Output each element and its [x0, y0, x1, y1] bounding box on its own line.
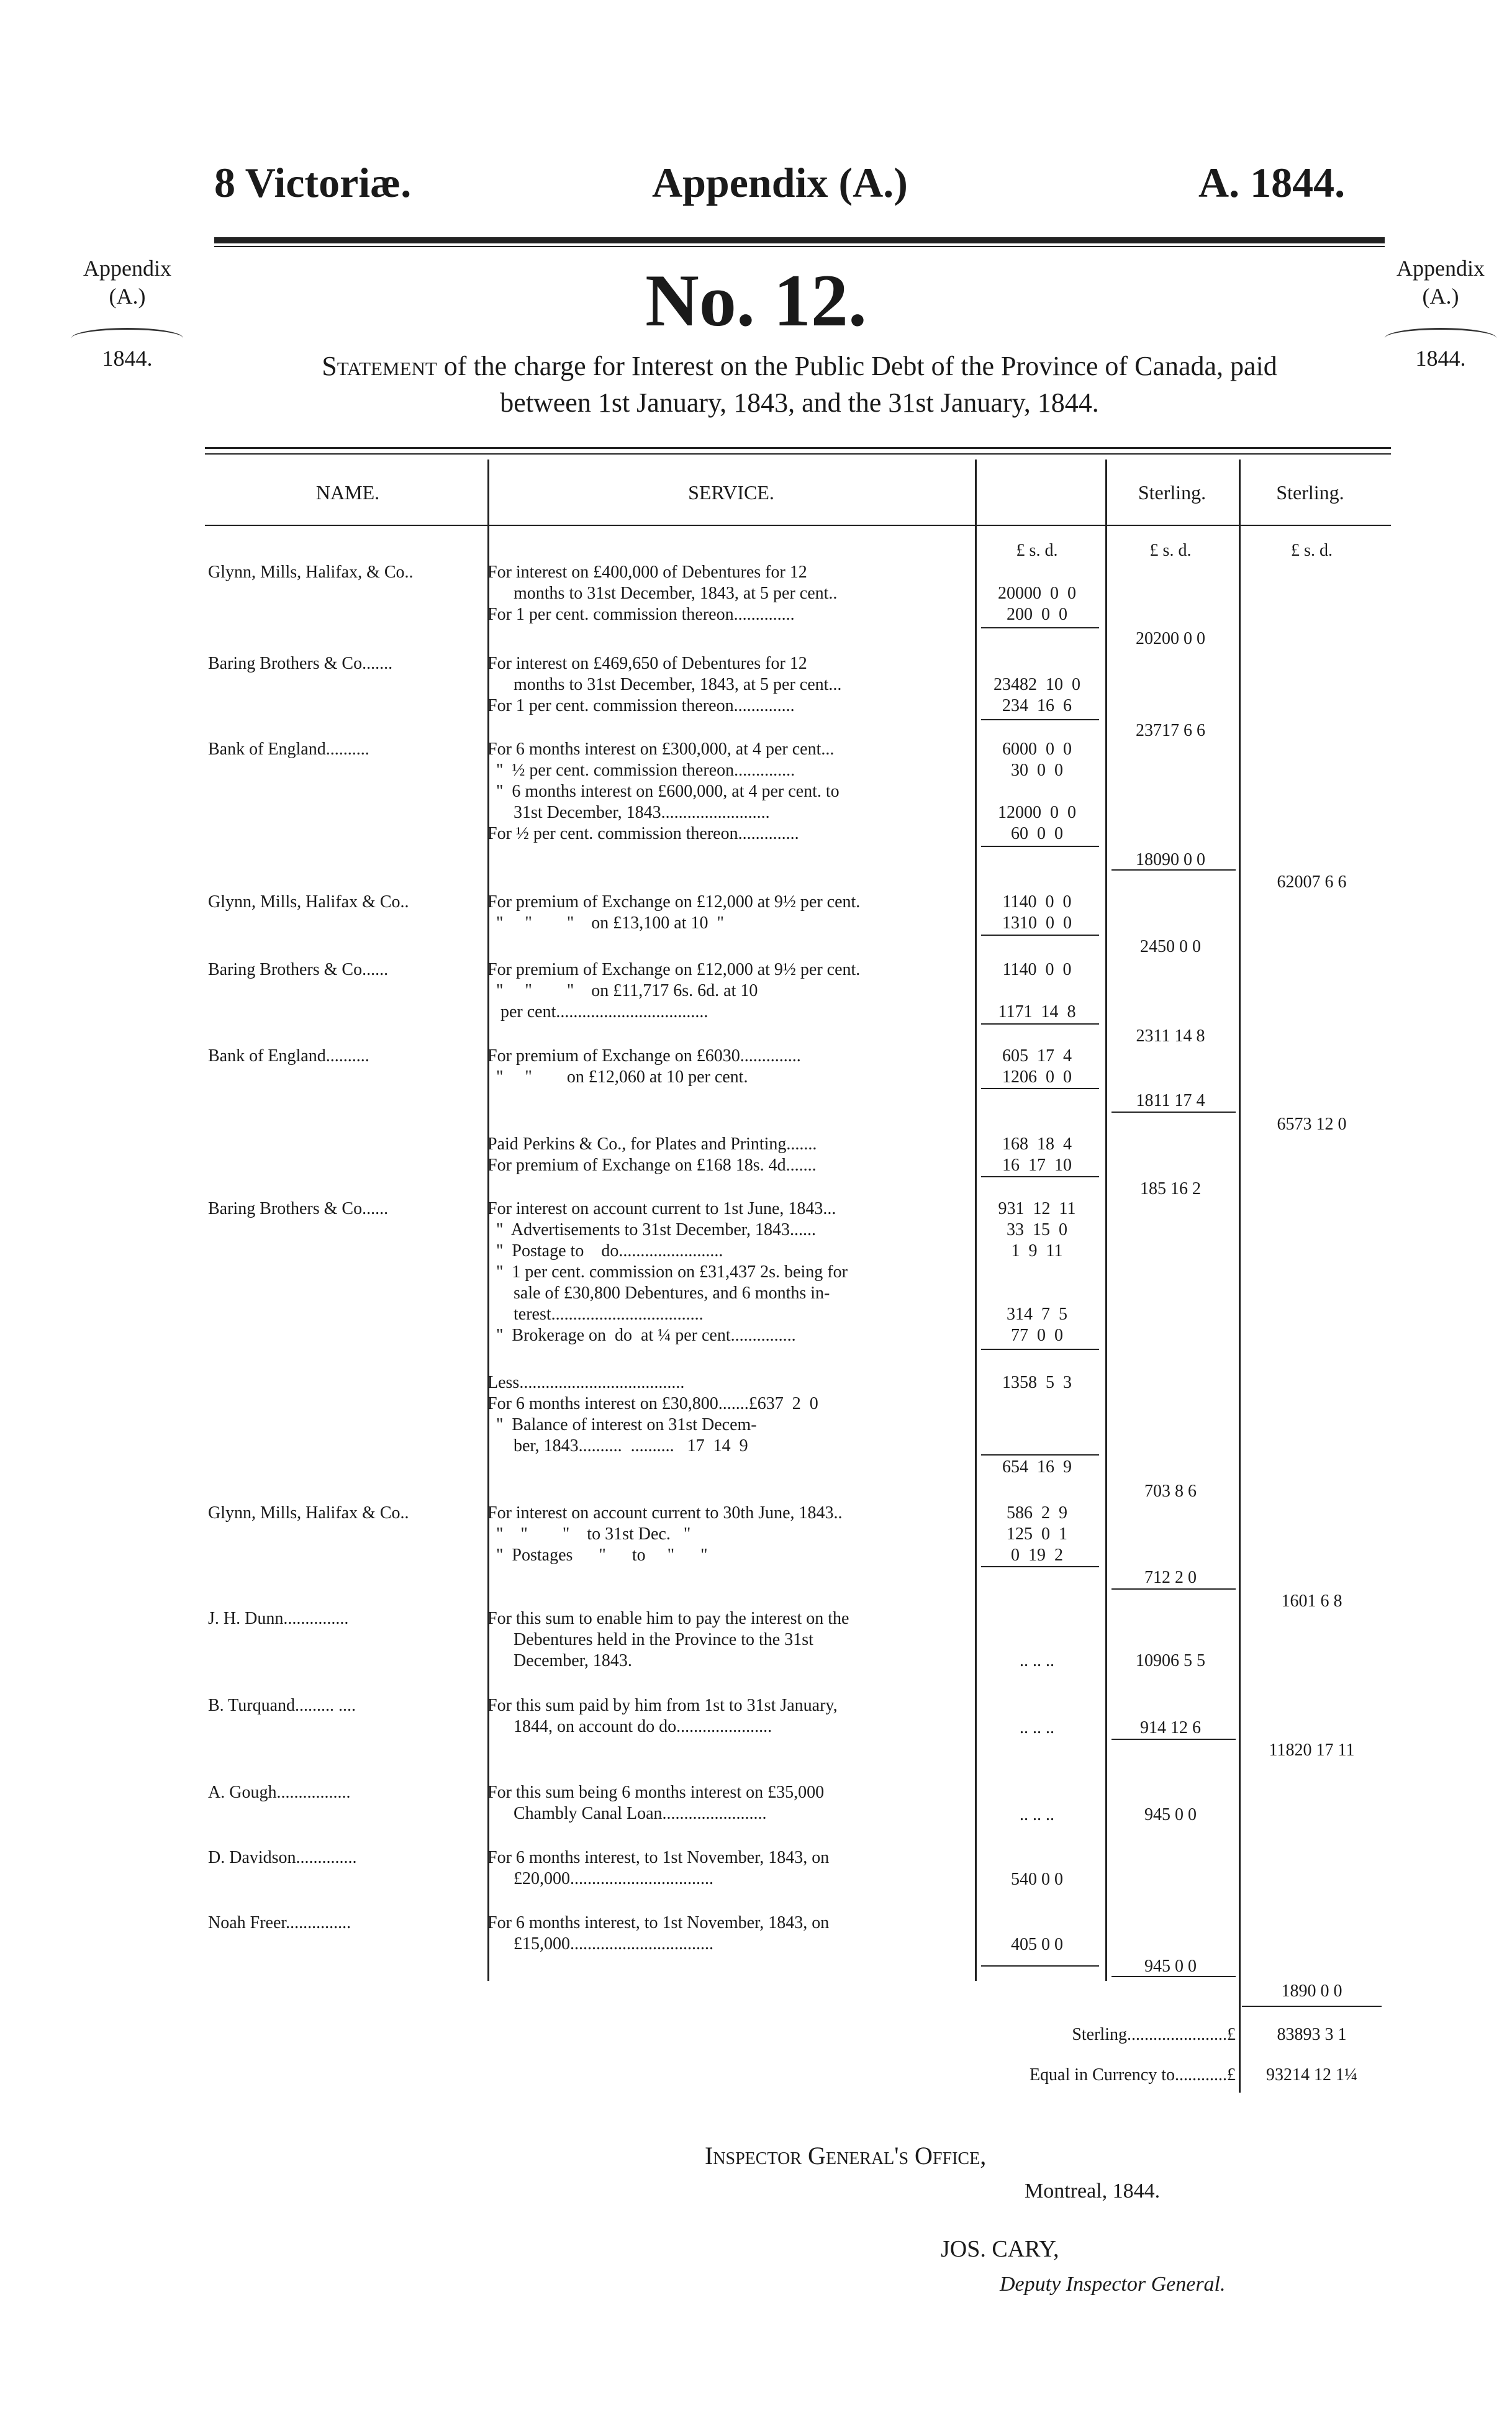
- row-service: For this sum being 6 months interest on £35,000 Chambly Canal Loan........................: [487, 1783, 825, 1823]
- total-sterling-value: 83893 3 1: [1277, 2025, 1347, 2044]
- row-service: For premium of Exchange on £6030.............. " " on £12,060 at 10 per cent.: [487, 1046, 801, 1087]
- margin-right-year: 1844.: [1415, 346, 1466, 371]
- row-name: Glynn, Mills, Halifax & Co..: [208, 1503, 409, 1523]
- statement-lead: Statement: [322, 351, 437, 381]
- row-c1: 6000 0 0 30 0 0 12000 0 0 60 0 0: [998, 740, 1076, 843]
- row-name: Bank of England..........: [208, 1046, 369, 1066]
- units-c3: £ s. d.: [1291, 541, 1333, 560]
- row-c1: 1358 5 3 654 16 9: [1002, 1373, 1072, 1477]
- row-c2: 23717 6 6: [1136, 721, 1205, 740]
- statement-line1: of the charge for Interest on the Public Debt of the Province of Canada, paid: [443, 351, 1277, 381]
- row-c3: 11820 17 11: [1269, 1741, 1355, 1760]
- row-c1: 605 17 4 1206 0 0: [1002, 1046, 1072, 1087]
- row-c1: 405 0 0: [1011, 1935, 1063, 1954]
- subtotal-rule: [981, 846, 1099, 847]
- row-name: Baring Brothers & Co.......: [208, 654, 393, 673]
- row-name: Bank of England..........: [208, 740, 369, 759]
- row-service: For premium of Exchange on £12,000 at 9½ per cent. " " " on £11,717 6s. 6d. at 10 per cent...................................: [487, 960, 861, 1021]
- office-line: Inspector General's Office,: [705, 2142, 987, 2170]
- header-service: SERVICE.: [688, 481, 774, 504]
- row-c3: 1890 0 0: [1281, 1981, 1342, 2001]
- row-service: For interest on £469,650 of Debentures for 12 months to 31st December, 1843, at 5 per cent... For 1 per cent. commission thereon..............: [487, 654, 842, 715]
- signatory-name: JOS. CARY,: [941, 2236, 1059, 2262]
- header-rule: [214, 237, 1385, 243]
- margin-left-line2: (A.): [109, 284, 146, 309]
- row-service: For interest on account current to 1st June, 1843... " Advertisements to 31st December, 1843...... " Postage to do........................ " 1 per cent. commission on £31,437 2s. being for sale of £30,800 Debentures, and 6 months in- terest................................... " Brokerage on do at ¼ per cent...............: [487, 1199, 848, 1345]
- row-c3: 1601 6 8: [1281, 1592, 1342, 1611]
- row-name: D. Davidson..............: [208, 1848, 357, 1867]
- row-service: For 6 months interest, to 1st November, 1843, on £15,000.................................: [487, 1913, 830, 1954]
- subtotal-rule: [981, 719, 1099, 720]
- subtotal-rule: [981, 1176, 1099, 1177]
- subtotal-rule: [981, 1566, 1099, 1567]
- subtotal-rule: [1111, 869, 1236, 871]
- row-c1: .. .. ..: [1020, 1718, 1054, 1737]
- row-service: Paid Perkins & Co., for Plates and Printing....... For premium of Exchange on £168 18s. 4d.......: [487, 1134, 817, 1175]
- col-divider-c1: [1105, 460, 1107, 1981]
- row-c2: 2450 0 0: [1140, 937, 1201, 956]
- row-service: Less...................................... For 6 months interest on £30,800.......£637 2 0 " Balance of interest on 31st Decem- ber, 1843.......... .......... 17 14 9: [487, 1373, 818, 1456]
- col-divider-c2: [1239, 460, 1241, 2093]
- units-c2: £ s. d.: [1149, 541, 1192, 560]
- row-service: For this sum to enable him to pay the interest on the Debentures held in the Province to the 31st December, 1843.: [487, 1609, 849, 1670]
- running-head-center: Appendix (A.): [652, 159, 908, 206]
- row-name: Noah Freer...............: [208, 1913, 351, 1932]
- row-c1: 586 2 9 125 0 1 0 19 2: [1007, 1503, 1067, 1565]
- row-name: B. Turquand......... ....: [208, 1696, 356, 1715]
- row-name: A. Gough.................: [208, 1783, 351, 1802]
- row-name: Baring Brothers & Co......: [208, 960, 389, 979]
- margin-right-line2: (A.): [1422, 284, 1459, 309]
- row-c2: 945 0 0: [1144, 1957, 1197, 1976]
- running-head-right: A. 1844.: [1198, 159, 1346, 206]
- row-name: Baring Brothers & Co......: [208, 1199, 389, 1218]
- signatory-title: Deputy Inspector General.: [1000, 2273, 1226, 2296]
- total-currency-value: 93214 12 1¼: [1266, 2065, 1357, 2085]
- table-header-rule: [205, 525, 1391, 526]
- subtotal-rule: [1111, 1112, 1236, 1113]
- header-name: NAME.: [315, 481, 380, 504]
- statement-line2: between 1st January, 1843, and the 31st January, 1844.: [500, 387, 1099, 419]
- margin-left-line1: Appendix: [83, 256, 171, 281]
- row-c2: 712 2 0: [1144, 1568, 1197, 1587]
- row-c1: 1140 0 0 1310 0 0: [1002, 892, 1072, 933]
- subtotal-rule: [1111, 1588, 1236, 1590]
- row-c1: .. .. ..: [1020, 1651, 1054, 1670]
- table-top-rule: [205, 447, 1391, 449]
- row-name: Glynn, Mills, Halifax & Co..: [208, 892, 409, 912]
- table-top-rule-thin: [205, 453, 1391, 455]
- running-head-left: 8 Victoriæ.: [214, 159, 412, 206]
- row-c1: 168 18 4 16 17 10: [1002, 1134, 1072, 1175]
- total-sterling-label: Sterling.......................£: [1072, 2025, 1236, 2044]
- row-c3: 62007 6 6: [1277, 872, 1347, 892]
- total-rule: [1242, 2006, 1382, 2007]
- margin-left-year: 1844.: [102, 346, 153, 371]
- row-service: For interest on £400,000 of Debentures for 12 months to 31st December, 1843, at 5 per cent.. For 1 per cent. commission thereon..............: [487, 563, 838, 624]
- row-c2: 10906 5 5: [1136, 1651, 1205, 1670]
- row-c1: .. .. ..: [1020, 1805, 1054, 1824]
- header-rule-thin: [214, 246, 1385, 247]
- row-c1: 931 12 11 33 15 0 1 9 11 314 7 5 77 0 0: [998, 1199, 1076, 1345]
- row-service: For interest on account current to 30th June, 1843.. " " " to 31st Dec. " " Postages " to " ": [487, 1503, 843, 1565]
- row-c1: 540 0 0: [1011, 1870, 1063, 1889]
- row-c1: 23482 10 0 234 16 6: [994, 675, 1080, 715]
- units-c1: £ s. d.: [1016, 541, 1058, 560]
- row-service: For premium of Exchange on £12,000 at 9½ per cent. " " " on £13,100 at 10 ": [487, 892, 861, 933]
- subtotal-rule: [981, 1023, 1099, 1025]
- margin-right-line1: Appendix: [1397, 256, 1485, 281]
- subtotal-rule: [981, 1088, 1099, 1089]
- subtotal-rule: [981, 1454, 1099, 1456]
- subtotal-rule: [981, 935, 1099, 936]
- row-c2: 18090 0 0: [1136, 850, 1205, 869]
- row-service: For 6 months interest, to 1st November, 1843, on £20,000.................................: [487, 1848, 830, 1888]
- row-c2: 1811 17 4: [1136, 1091, 1205, 1110]
- subtotal-rule: [1111, 1739, 1236, 1740]
- statement-title: [214, 348, 1385, 422]
- document-number: No. 12.: [645, 259, 867, 342]
- row-c3: 6573 12 0: [1277, 1115, 1347, 1134]
- subtotal-rule: [981, 1965, 1099, 1967]
- header-sterling-2: Sterling.: [1138, 481, 1206, 504]
- row-name: Glynn, Mills, Halifax, & Co..: [208, 563, 414, 582]
- header-sterling-3: Sterling.: [1276, 481, 1344, 504]
- row-c2: 2311 14 8: [1136, 1026, 1205, 1046]
- row-c2: 914 12 6: [1140, 1718, 1201, 1737]
- row-c2: 703 8 6: [1144, 1482, 1197, 1501]
- row-c2: 945 0 0: [1144, 1805, 1197, 1824]
- row-service: For 6 months interest on £300,000, at 4 per cent... " ½ per cent. commission thereon.............. " 6 months interest on £600,000, at 4 per cent. to 31st December, 1843......................... For ½ per cent. commission thereon..............: [487, 740, 840, 843]
- row-service: For this sum paid by him from 1st to 31st January, 1844, on account do do......................: [487, 1696, 838, 1736]
- subtotal-rule: [981, 1349, 1099, 1350]
- total-currency-label: Equal in Currency to............£: [1029, 2065, 1236, 2085]
- row-c2: 20200 0 0: [1136, 629, 1205, 648]
- subtotal-rule: [981, 627, 1099, 628]
- subtotal-rule: [1111, 1976, 1236, 1977]
- row-name: J. H. Dunn...............: [208, 1609, 349, 1628]
- row-c1: 20000 0 0 200 0 0: [998, 584, 1076, 624]
- row-c1: 1140 0 0 1171 14 8: [998, 960, 1076, 1021]
- row-c2: 185 16 2: [1140, 1179, 1201, 1198]
- place-date: Montreal, 1844.: [1025, 2180, 1161, 2203]
